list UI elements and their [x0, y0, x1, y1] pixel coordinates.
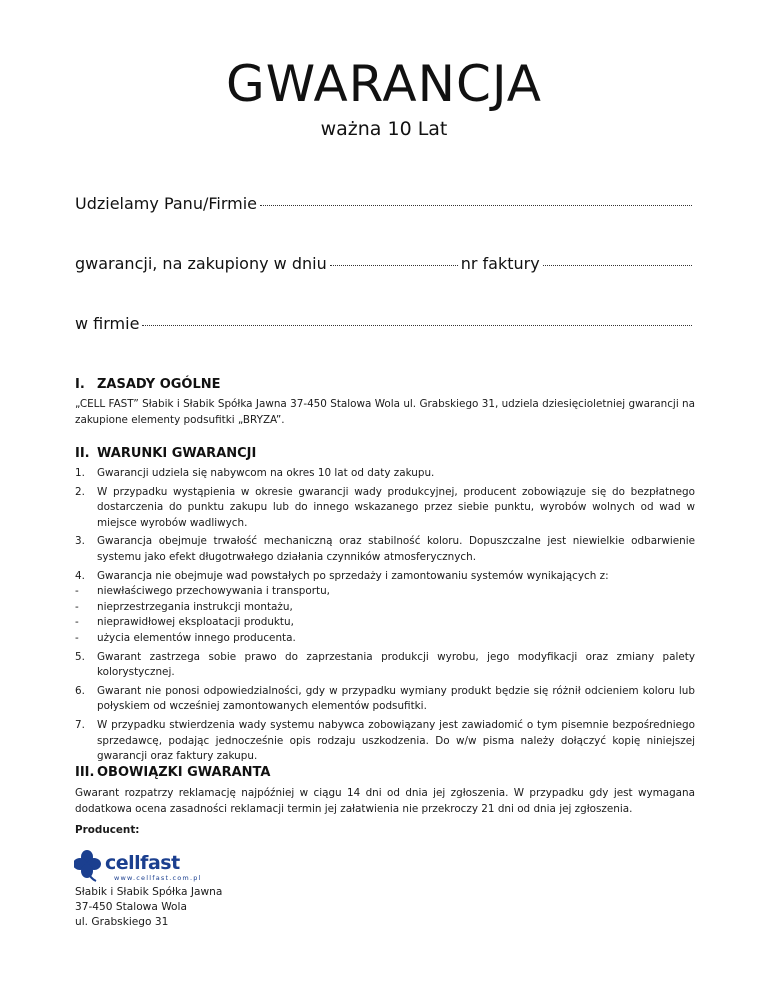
clover-icon — [74, 850, 101, 881]
address-line: 37-450 Stalowa Wola — [75, 901, 187, 913]
section-number: II. — [75, 446, 90, 461]
section-number: I. — [75, 377, 85, 392]
list-item — [75, 485, 695, 532]
section-title: WARUNKI GWARANCJI — [97, 446, 257, 461]
list-item — [75, 534, 695, 565]
customer-name-blank[interactable] — [260, 204, 692, 206]
section-title: OBOWIĄZKI GWARANTA — [97, 765, 271, 780]
item-number: 7. — [75, 718, 85, 731]
sub-item: - nieprzestrzegania instrukcji montażu, — [75, 600, 293, 613]
customer-name-line — [75, 194, 695, 213]
item-number: 4. — [75, 569, 85, 582]
document-subtitle: ważna 10 Lat — [320, 118, 448, 140]
section-obligations-heading — [75, 765, 270, 780]
purchase-date-label: gwarancji, na zakupiony w dniu — [75, 254, 327, 273]
document-title: GWARANCJA — [226, 55, 542, 113]
sub-item: - nieprawidłowej eksploatacji produktu, — [75, 616, 294, 629]
item-text: Gwarancja nie obejmuje wad powstałych po sprzedaży i zamontowaniu systemów wynikających z: — [97, 569, 609, 582]
item-number: 5. — [75, 650, 85, 663]
address-line: Słabik i Słabik Spółka Jawna — [75, 886, 223, 898]
section-number: III. — [75, 765, 95, 780]
section-obligations-text: Gwarant rozpatrzy reklamację najpóźniej w ciągu 14 dni od dnia jej zgłoszenia. W przypadku gdy jest wymagana dodatkowa ocena zasadności reklamacji termin jej załatwienia nie przekroczy 21 dni od dnia jej zgłoszenia. — [75, 787, 695, 815]
item-number: 2. — [75, 485, 85, 498]
list-item — [75, 466, 695, 482]
logo-wordmark: cellfast — [105, 852, 180, 874]
item-text: Gwarancja obejmuje trwałość mechaniczną oraz stabilność koloru. Dopuszczalne jest niewielkie odbarwienie systemu jako efekt długotrwałego działania czynników atmosferycznych. — [97, 535, 695, 563]
item-number: 3. — [75, 535, 85, 548]
section-title: ZASADY OGÓLNE — [97, 377, 221, 392]
invoice-number-blank[interactable] — [543, 264, 692, 266]
item-text: W przypadku wystąpienia w okresie gwarancji wady produkcyjnej, producent zobowiązuje się do bezpłatnego dostarczenia do punktu zakupu lub do innego wskazanego przez siebie punktu, wyrobów wolnych od wad w miejsce wyrobów wadliwych. — [97, 485, 695, 529]
item-text: Gwarancji udziela się nabywcom na okres 10 lat od daty zakupu. — [97, 467, 435, 479]
conditions-list — [75, 466, 695, 768]
list-item — [75, 684, 695, 715]
section-general-text: „CELL FAST” Słabik i Słabik Spółka Jawna 37-450 Stalowa Wola ul. Grabskiego 31, udziela dziesięcioletniej gwarancji na zakupione elementy podsufitki „BRYZA”. — [75, 398, 695, 426]
sub-item: - użycia elementów innego producenta. — [75, 631, 296, 644]
exclusions-list — [75, 584, 695, 646]
sub-item: - niewłaściwego przechowywania i transportu, — [75, 585, 330, 598]
customer-name-label: Udzielamy Panu/Firmie — [75, 194, 258, 213]
list-item — [75, 650, 695, 681]
list-item — [75, 569, 695, 647]
company-line — [75, 314, 695, 333]
company-blank[interactable] — [142, 324, 692, 326]
item-number: 1. — [75, 467, 85, 479]
cellfast-logo — [74, 849, 224, 883]
list-item — [75, 718, 695, 765]
producer-address — [75, 885, 222, 930]
item-text: W przypadku stwierdzenia wady systemu nabywca zobowiązany jest zawiadomić o tym pisemnie bezpośredniego sprzedawcę, podając jednocześnie opis rodzaju uszkodzenia. Do w/w pisma należy dołączyć kopię niniejszej gwarancji oraz faktury zakupu. — [97, 718, 695, 763]
logo-url: www.cellfast.com.pl — [114, 874, 202, 882]
item-text: Gwarant nie ponosi odpowiedzialności, gdy w przypadku wymiany produkt będzie się różnił odcieniem koloru lub połyskiem od wcześniej zamontowanych elementów podsufitki. — [97, 684, 695, 713]
item-text: Gwarant zastrzega sobie prawo do zaprzestania produkcji wyrobu, jego modyfikacji oraz zmiany palety kolorystycznej. — [97, 650, 695, 679]
purchase-date-line — [75, 254, 695, 273]
producer-label: Producent: — [75, 824, 140, 836]
section-conditions-heading — [75, 446, 256, 461]
address-line: ul. Grabskiego 31 — [75, 916, 169, 928]
purchase-date-blank[interactable] — [330, 264, 458, 266]
item-number: 6. — [75, 684, 85, 697]
invoice-number-label: nr faktury — [460, 254, 540, 273]
company-label: w firmie — [75, 314, 140, 333]
section-general-heading — [75, 377, 221, 392]
